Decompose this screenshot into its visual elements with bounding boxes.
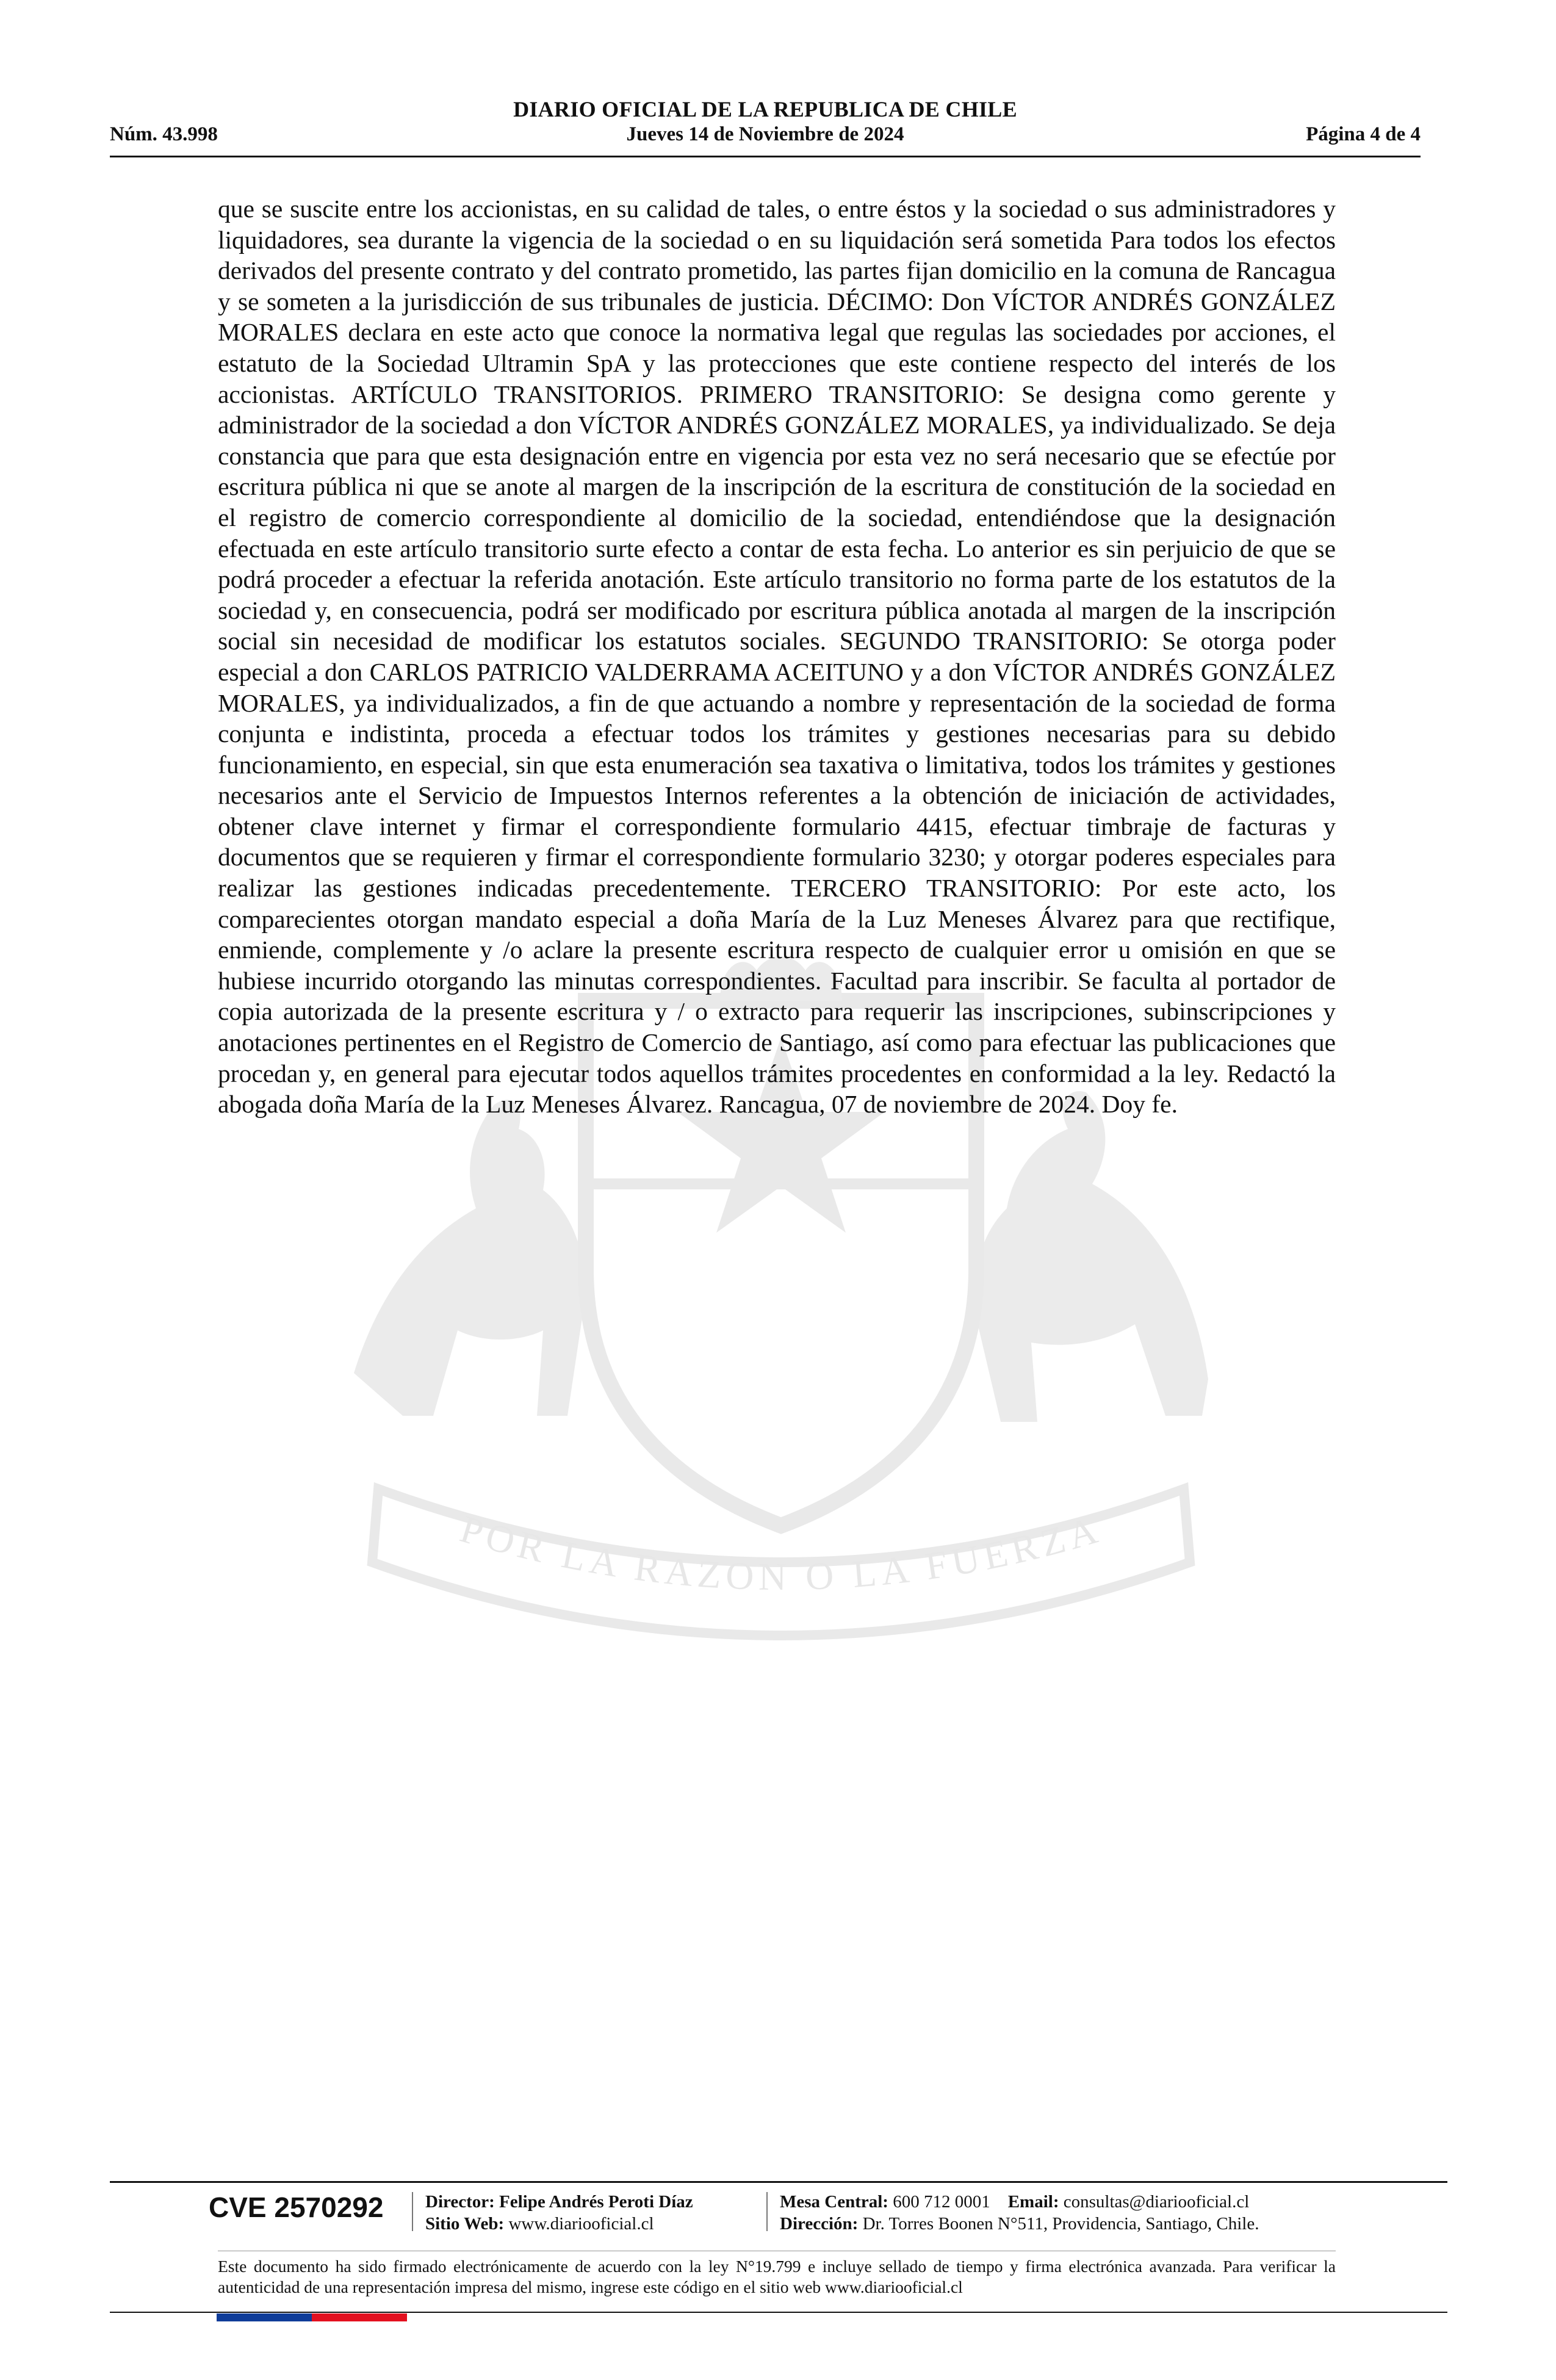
phone-number: 600 712 0001: [893, 2192, 990, 2212]
address-line: [780, 2213, 1259, 2235]
address-value: Dr. Torres Boonen N°511, Providencia, Santiago, Chile.: [862, 2214, 1259, 2234]
footer-separator-2: [766, 2192, 768, 2231]
publication-title: DIARIO OFICIAL DE LA REPUBLICA DE CHILE: [513, 97, 1017, 121]
address-label: Dirección:: [780, 2214, 859, 2234]
page-indicator: Página 4 de 4: [1306, 123, 1421, 145]
website-line: [425, 2213, 693, 2235]
footer-separator: [412, 2192, 413, 2231]
footer-divider-bottom: [110, 2312, 1447, 2313]
phone-label: Mesa Central:: [780, 2192, 888, 2212]
page-header: [110, 92, 1421, 159]
website-link[interactable]: www.diariooficial.cl: [508, 2214, 654, 2234]
email-label: Email:: [1007, 2192, 1059, 2212]
footer-contact-block: [780, 2191, 1259, 2235]
footer-divider-top: [110, 2181, 1447, 2183]
director-label: Director:: [425, 2192, 495, 2212]
cve-code: CVE 2570292: [209, 2191, 384, 2223]
footer-director-block: [425, 2191, 693, 2235]
flag-red-segment: [312, 2313, 407, 2321]
header-divider: [110, 156, 1421, 157]
issue-number: Núm. 43.998: [110, 123, 218, 145]
contact-line: [780, 2191, 1259, 2213]
electronic-signature-notice: Este documento ha sido firmado electrónicamente de acuerdo con la ley N°19.799 e incluye sellado de tiempo y firma electrónica avanzada. Para verificar la autenticidad de una representación impresa del mismo, ingrese este código en el sitio web www.diariooficial.cl: [218, 2257, 1336, 2296]
issue-date: Jueves 14 de Noviembre de 2024: [626, 123, 904, 145]
watermark-motto: POR LA RAZON O LA FUERZA: [455, 1507, 1107, 1599]
document-body-text: que se suscite entre los accionistas, en su calidad de tales, o entre éstos y la sociedad o sus administradores y liquidadores, sea durante la vigencia de la sociedad o en su liquidación será sometida Para todos los efectos derivados del presente contrato y del contrato prometido, las partes fijan domicilio en la comuna de Rancagua y se someten a la jurisdicción de sus tribunales de justicia. DÉCIMO: Don VÍCTOR ANDRÉS GONZÁLEZ MORALES declara en este acto que conoce la normativa legal que regulas las sociedades por acciones, el estatuto de la Sociedad Ultramin SpA y las protecciones que este contiene respecto del interés de los accionistas. ARTÍCULO TRANSITORIOS. PRIMERO TRANSITORIO: Se designa como gerente y administrador de la sociedad a don VÍCTOR ANDRÉS GONZÁLEZ MORALES, ya individualizado. Se deja constancia que para que esta designación entre en vigencia por esta vez no será necesario que se efectúe por escritura pública ni que se anote al margen de la inscripción de la escritura de constitución de la sociedad en el registro de comercio correspondiente al domicilio de la sociedad, entendiéndose que la designación efectuada en este artículo transitorio surte efecto a contar de esta fecha. Lo anterior es sin perjuicio de que se podrá proceder a efectuar la referida anotación. Este artículo transitorio no forma parte de los estatutos de la sociedad y, en consecuencia, podrá ser modificado por escritura pública anotada al margen de la inscripción social sin necesidad de modificar los estatutos sociales. SEGUNDO TRANSITORIO: Se otorga poder especial a don CARLOS PATRICIO VALDERRAMA ACEITUNO y a don VÍCTOR ANDRÉS GONZÁLEZ MORALES, ya individualizados, a fin de que actuando a nombre y representación de la sociedad de forma conjunta e indistinta, proceda a efectuar todos los trámites y gestiones necesarias para su debido funcionamiento, en especial, sin que esta enumeración sea taxativa o limitativa, todos los trámites y gestiones necesarios ante el Servicio de Impuestos Internos referentes a la obtención de iniciación de actividades, obtener clave internet y firmar el correspondiente formulario 4415, efectuar timbraje de facturas y documentos que se requieren y firmar el correspondiente formulario 3230; y otorgar poderes especiales para realizar las gestiones indicadas precedentemente. TERCERO TRANSITORIO: Por este acto, los comparecientes otorgan mandato especial a doña María de la Luz Meneses Álvarez para que rectifique, enmiende, complemente y /o aclare la presente escritura respecto de cualquier error u omisión en que se hubiese incurrido otorgando las minutas correspondientes. Facultad para inscribir. Se faculta al portador de copia autorizada de la presente escritura y / o extracto para requerir las inscripciones, subinscripciones y anotaciones pertinentes en el Registro de Comercio de Santiago, así como para efectuar las publicaciones que procedan y, en general para ejecutar todos aquellos trámites procedentes en conformidad a la ley. Redactó la abogada doña María de la Luz Meneses Álvarez. Rancagua, 07 de noviembre de 2024. Doy fe.: [218, 195, 1336, 1119]
header-info-row: [110, 123, 1421, 154]
email-link[interactable]: consultas@diariooficial.cl: [1063, 2192, 1250, 2212]
chile-flag-stripe: [217, 2313, 407, 2321]
director-line: [425, 2191, 693, 2213]
director-name: Felipe Andrés Peroti Díaz: [499, 2192, 693, 2212]
website-label: Sitio Web:: [425, 2214, 505, 2234]
flag-blue-segment: [217, 2313, 312, 2321]
